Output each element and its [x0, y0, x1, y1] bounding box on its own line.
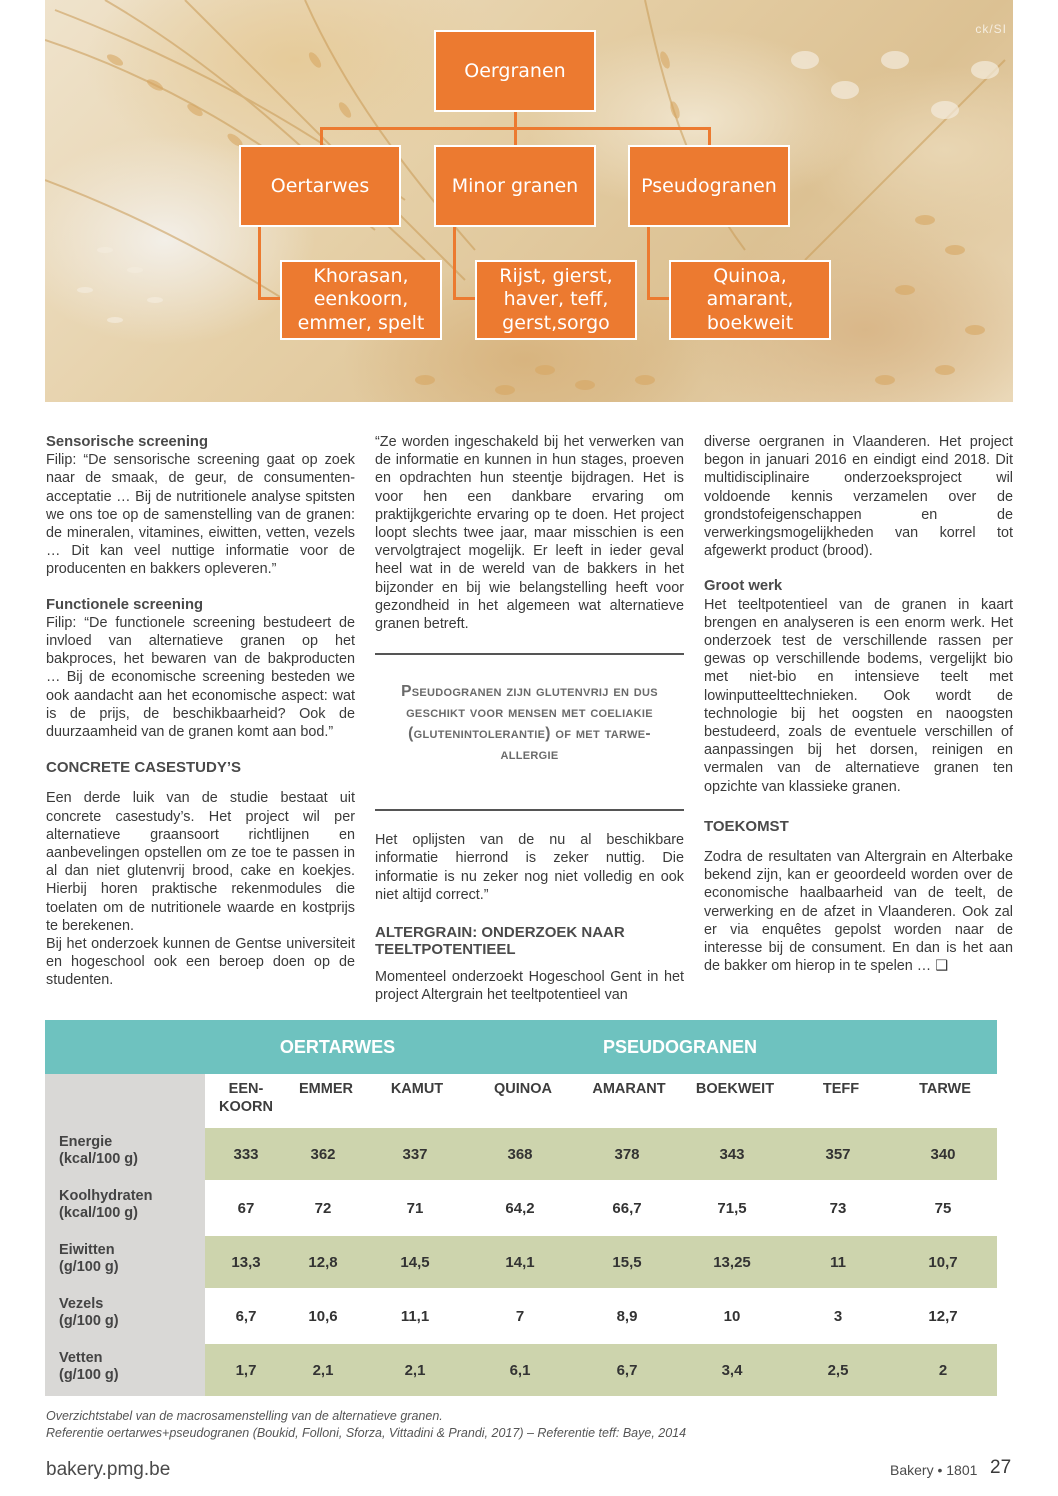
column-header: TARWE	[919, 1081, 971, 1097]
table-row	[205, 1290, 997, 1342]
table-cell: 3	[833, 1307, 843, 1325]
table-cell: 6,1	[509, 1361, 531, 1379]
connector-line	[514, 127, 517, 145]
table-cell: 72	[314, 1199, 332, 1217]
connector-line	[320, 127, 323, 145]
diagram-leaf-oertarwes	[280, 260, 442, 340]
column-header: QUINOA	[494, 1081, 552, 1097]
connector-line	[514, 112, 517, 128]
paragraph: Het oplijsten van de nu al beschikbare informatie hierrond is zeker nuttig. Die informatie is nu zeker nog niet volledig en ook niet altijd correct.”	[375, 832, 684, 903]
column-header: EEN- KOORN	[219, 1081, 273, 1115]
paragraph: Een derde luik van de studie bestaat uit concrete casestudy’s. Het project wil per alternatieve graansoort richtlijnen en aanbevelingen opstellen om ze toe te passen in al dan niet glutenvrij brood, cake en koekjes. Hierbij horen praktische rekenmodules die toelaten om de nutritionele waarde en kostprijs te berekenen.	[46, 790, 355, 934]
column-header: BOEKWEIT	[695, 1081, 775, 1097]
table-cell: 333	[233, 1145, 259, 1163]
connector-line	[258, 297, 280, 300]
diagram-node-label: Oertarwes	[270, 175, 370, 197]
table-row	[205, 1128, 997, 1180]
table-cell: 10,6	[308, 1307, 338, 1325]
column-header: KAMUT	[390, 1081, 444, 1097]
subhead-sensorische-screening: Sensorische screening	[46, 434, 209, 450]
macro-composition-table	[45, 1020, 997, 1396]
pull-quote: Pseudogranen zijn glutenvrij en dus geschikt voor mensen met coeliakie (glutenintolerantie) of met tarwe-allergie	[375, 653, 684, 811]
table-cell: 14,1	[505, 1253, 535, 1271]
row-label-energie: Energie (kcal/100 g)	[59, 1134, 138, 1167]
table-cell: 14,5	[400, 1253, 430, 1271]
table-body	[45, 1074, 997, 1396]
diagram-node-minor-granen	[434, 145, 596, 227]
paragraph: Filip: “De functionele screening bestudeert de invloed van alternatieve granen op het bakproces, het bewaren van de bakproducten … Bij de economische screening besteden we ook aandacht aan het economische aspect: wat is de prijs, de beschikbaarheid? Ook de duurzaamheid van de granen komt aan bod.”	[46, 614, 355, 741]
table-cell: 378	[614, 1145, 640, 1163]
table-cell: 75	[934, 1199, 952, 1217]
group-header-pseudogranen: PSEUDOGRANEN	[602, 1036, 758, 1057]
section-heading-toekomst: TOEKOMST	[704, 817, 789, 835]
table-cell: 357	[825, 1145, 851, 1163]
table-cell: 6,7	[235, 1307, 257, 1325]
table-cell: 13,3	[231, 1253, 261, 1271]
table-cell: 73	[829, 1199, 847, 1217]
paragraph	[704, 848, 1013, 975]
column-header: AMARANT	[592, 1081, 666, 1097]
table-cell: 337	[402, 1145, 428, 1163]
connector-line	[708, 127, 711, 145]
table-row	[205, 1182, 997, 1234]
table-cell: 2	[938, 1361, 948, 1379]
table-cell: 64,2	[505, 1199, 535, 1217]
connector-line	[647, 297, 669, 300]
end-mark-icon: ❑	[935, 958, 949, 975]
table-row	[205, 1344, 997, 1396]
table-group-header	[45, 1020, 997, 1074]
table-cell: 6,7	[616, 1361, 638, 1379]
article-column-3	[704, 433, 1013, 975]
paragraph: Filip: “De sensorische screening gaat op zoek naar de smaak, de geur, de consumenten-acceptatie … Bij de nutritionele analyse spitsten we ons toe op de samenstelling van de granen: de mineralen, vitamines, eiwitten, vetten, vezels … Dit kan veel nuttige informatie voor de producenten en bakkers opleveren.”	[46, 452, 355, 578]
paragraph: Momenteel onderzoekt Hogeschool Gent in het project Altergrain het teeltpotentieel van	[375, 969, 684, 1004]
diagram-leaf-pseudogranen	[669, 260, 831, 340]
paragraph: Het teeltpotentieel van de granen in kaart brengen en analyseren is een enorm werk. Het onderzoek test de verschillende rassen per gewas op verschillende bodems, vergelijkt bio met niet-bio en intensieve teelt met lowinputteelttechnieken. Ook wordt de technologie bij het oogsten en naoogsten bestudeerd, zoals de eventuele verschillen of aanpassingen bij het dorsen, reinigen en vermalen van de alternatieve granen ten opzichte van klassieke granen.	[704, 596, 1013, 795]
table-cell: 13,25	[713, 1253, 751, 1271]
website-link[interactable]: bakery.pmg.be	[46, 1459, 171, 1480]
photo-credit-watermark: ck/SI	[975, 22, 1007, 36]
paragraph: diverse oergranen in Vlaanderen. Het project begon in januari 2016 en eindigt eind 2018. Dit multidisciplinaire onderzoeksproject wil voldoende kennis verzamelen over de grondstofeigenschappen en de verwerkingsmogelijkheden van korrel tot afgewerkt product (brood).	[704, 434, 1013, 560]
table-cell: 10,7	[928, 1253, 958, 1271]
diagram-node-label: Minor granen	[451, 175, 579, 197]
table-cell: 11	[830, 1253, 846, 1271]
caption-line: Referentie oertarwes+pseudogranen (Boukid, Folloni, Sforza, Vittadini & Prandi, 2017) – Referentie teff: Baye, 2014	[46, 1426, 687, 1440]
table-cell: 2,1	[404, 1361, 426, 1379]
diagram-leaf-label: Khorasan, eenkoorn, emmer, spelt	[297, 265, 425, 334]
column-header: TEFF	[822, 1081, 860, 1097]
row-label-vetten: Vetten (g/100 g)	[59, 1350, 119, 1383]
table-cell: 71	[406, 1199, 424, 1217]
diagram-node-pseudogranen	[628, 145, 790, 227]
diagram-root-label: Oergranen	[464, 60, 566, 82]
connector-line	[647, 227, 650, 299]
column-header: EMMER	[299, 1081, 353, 1097]
table-cell: 340	[930, 1145, 956, 1163]
caption-line: Overzichtstabel van de macrosamenstelling van de alternatieve granen.	[46, 1409, 443, 1423]
table-cell: 343	[719, 1145, 745, 1163]
table-cell: 3,4	[721, 1361, 743, 1379]
diagram-node-oertarwes	[239, 145, 401, 227]
table-cell: 10	[723, 1307, 741, 1325]
paragraph: “Ze worden ingeschakeld bij het verwerken van de informatie en kunnen in hun stages, proeven en opdrachten hun steentje bijdragen. Het is voor hen een dankbare ervaring om praktijkgerichte ervaring op te doen. Het project loopt slechts twee jaar, maar misschien is een vervolgtraject mogelijk. Er leeft in ieder geval heel wat in de wereld van de bakkers in het bijzonder en bij wie belangstelling heeft voor gezondheid in het algemeen wat alternatieve granen betreft.	[375, 434, 684, 633]
table-cell: 362	[310, 1145, 336, 1163]
row-label-koolhydraten: Koolhydraten (kcal/100 g)	[59, 1188, 153, 1221]
section-heading-altergrain: ALTERGRAIN: ONDERZOEK NAAR TEELTPOTENTIEEL	[375, 924, 625, 959]
diagram-root-node	[434, 30, 596, 112]
table-row	[205, 1236, 997, 1288]
article-column-2	[375, 433, 684, 1004]
table-cell: 12,8	[308, 1253, 338, 1271]
table-cell: 8,9	[616, 1307, 638, 1325]
table-cell: 368	[507, 1145, 533, 1163]
diagram-leaf-label: Rijst, gierst, haver, teff, gerst,sorgo	[499, 265, 613, 334]
subhead-groot-werk: Groot werk	[704, 578, 783, 595]
connector-line	[453, 297, 475, 300]
group-header-oertarwes: OERTARWES	[279, 1036, 396, 1057]
table-cell: 71,5	[717, 1199, 747, 1217]
diagram-node-label: Pseudogranen	[641, 175, 777, 197]
hero-grain-photo	[45, 0, 1013, 402]
page-number: 27	[990, 1457, 1012, 1478]
table-cell: 2,5	[827, 1361, 849, 1379]
table-caption	[46, 1408, 686, 1442]
row-label-vezels: Vezels (g/100 g)	[59, 1296, 119, 1329]
article-column-1	[46, 433, 355, 990]
section-heading-casestudy: CONCRETE CASESTUDY’S	[46, 759, 242, 777]
table-cell: 11,1	[400, 1307, 430, 1325]
table-cell: 2,1	[312, 1361, 334, 1379]
paragraph: Bij het onderzoek kunnen de Gentse universiteit en hogeschool ook een beroep doen op de studenten.	[46, 936, 355, 989]
table-cell: 15,5	[612, 1253, 642, 1271]
table-cell: 12,7	[928, 1307, 958, 1325]
row-label-eiwitten: Eiwitten (g/100 g)	[59, 1242, 119, 1275]
row-label-column	[45, 1074, 205, 1396]
connector-line	[453, 227, 456, 299]
table-cell: 7	[515, 1307, 525, 1325]
table-cell: 1,7	[235, 1361, 257, 1379]
paragraph-text: Zodra de resultaten van Altergrain en Alterbake bekend zijn, kan er geoordeeld worden over de economische haalbaarheid van de teelt, de verwerking en de afzet in Vlaanderen. Ook zal er via enquêtes gepolst worden naar de interesse bij de consument. En dan is het aan de bakker om hierop in te spelen …	[704, 849, 1013, 975]
diagram-leaf-label: Quinoa, amarant, boekweit	[706, 265, 794, 334]
table-cell: 66,7	[612, 1199, 642, 1217]
diagram-leaf-minor-granen	[475, 260, 637, 340]
subhead-functionele-screening: Functionele screening	[46, 596, 204, 613]
connector-line	[258, 227, 261, 299]
magazine-issue: Bakery • 1801	[890, 1462, 978, 1478]
table-cell: 67	[237, 1199, 255, 1217]
